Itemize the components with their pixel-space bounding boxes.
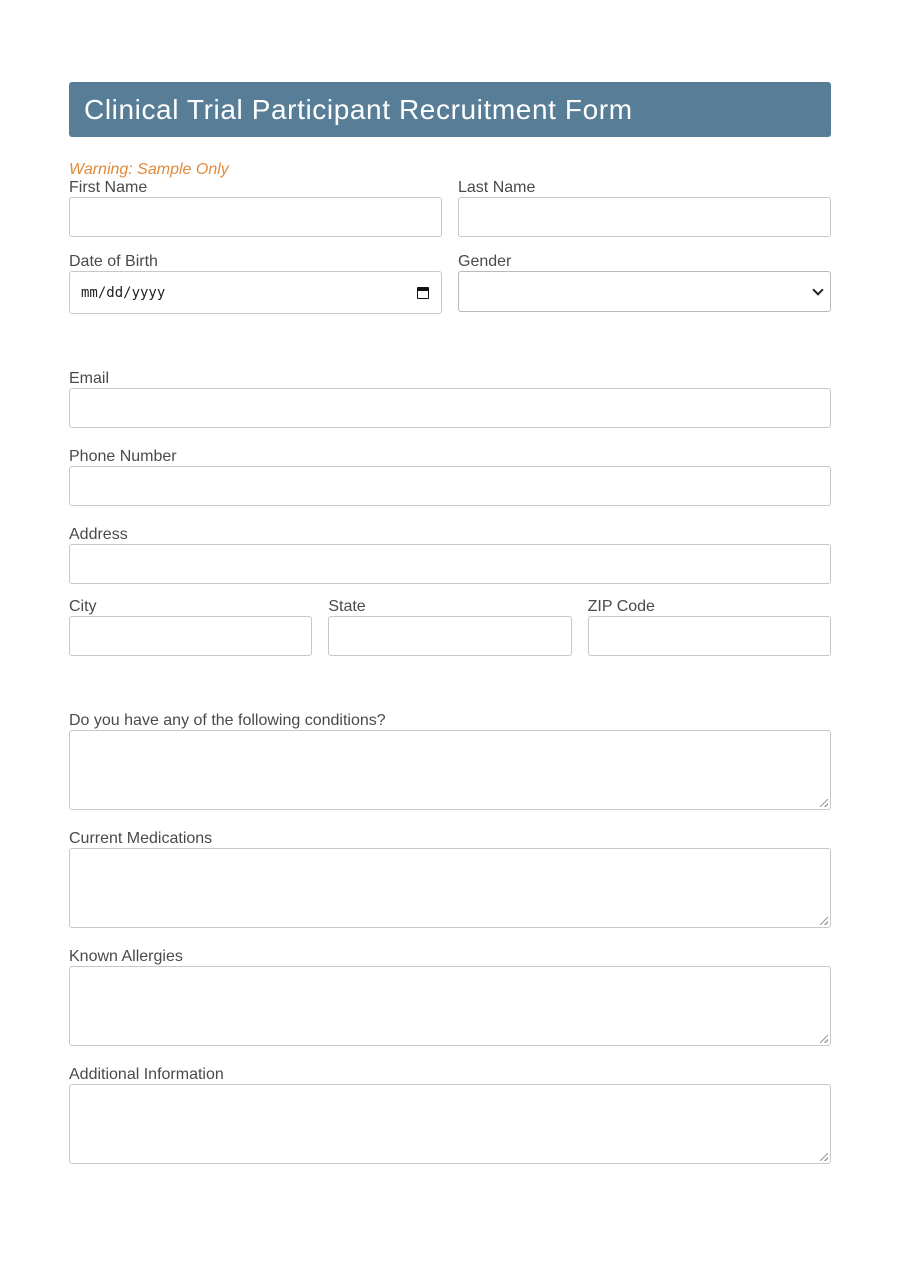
city-field[interactable] — [69, 616, 312, 656]
first-name-field[interactable] — [69, 197, 442, 237]
address-label: Address — [69, 526, 128, 543]
conditions-textarea[interactable] — [69, 730, 831, 810]
dob-field[interactable] — [69, 271, 442, 314]
phone-field[interactable] — [69, 466, 831, 506]
gender-select[interactable] — [458, 271, 831, 312]
dob-group — [69, 253, 442, 314]
calendar-icon[interactable] — [417, 287, 429, 299]
zip-group — [588, 598, 831, 656]
last-name-group — [458, 179, 831, 237]
email-field[interactable] — [69, 388, 831, 428]
dob-gender-row — [69, 253, 831, 314]
form-header — [69, 82, 831, 137]
additional-info-group — [69, 1066, 831, 1164]
gender-label: Gender — [458, 253, 512, 270]
first-name-label: First Name — [69, 179, 148, 196]
conditions-group — [69, 712, 831, 810]
warning-text: Warning: Sample Only — [69, 161, 229, 178]
last-name-label: Last Name — [458, 179, 536, 196]
allergies-group — [69, 948, 831, 1046]
city-state-zip-row — [69, 598, 831, 656]
city-group — [69, 598, 312, 656]
address-field[interactable] — [69, 544, 831, 584]
chevron-down-icon — [812, 284, 823, 295]
medications-group — [69, 830, 831, 928]
dob-placeholder: mm/dd/yyyy — [81, 284, 166, 301]
resize-grip-icon[interactable] — [820, 1035, 828, 1043]
gender-group — [458, 253, 831, 314]
phone-label: Phone Number — [69, 448, 177, 465]
state-field[interactable] — [328, 616, 571, 656]
zip-label: ZIP Code — [587, 598, 655, 615]
additional-info-textarea[interactable] — [69, 1084, 831, 1164]
email-label: Email — [69, 370, 110, 387]
resize-grip-icon[interactable] — [820, 799, 828, 807]
state-group — [328, 598, 571, 656]
allergies-textarea[interactable] — [69, 966, 831, 1046]
email-group — [69, 370, 831, 428]
last-name-field[interactable] — [458, 197, 831, 237]
name-row — [69, 179, 831, 237]
phone-group — [69, 448, 831, 506]
resize-grip-icon[interactable] — [820, 1153, 828, 1161]
conditions-label: Do you have any of the following conditions? — [69, 712, 386, 729]
allergies-label: Known Allergies — [69, 948, 183, 965]
medications-textarea[interactable] — [69, 848, 831, 928]
page-title: Clinical Trial Participant Recruitment Form — [84, 93, 633, 125]
city-label: City — [69, 598, 97, 615]
additional-info-label: Additional Information — [69, 1066, 224, 1083]
first-name-group — [69, 179, 442, 237]
medications-label: Current Medications — [69, 830, 213, 847]
zip-field[interactable] — [588, 616, 831, 656]
resize-grip-icon[interactable] — [820, 917, 828, 925]
recruitment-form — [69, 82, 831, 1164]
state-label: State — [328, 598, 366, 615]
dob-label: Date of Birth — [69, 253, 158, 270]
address-group — [69, 526, 831, 584]
